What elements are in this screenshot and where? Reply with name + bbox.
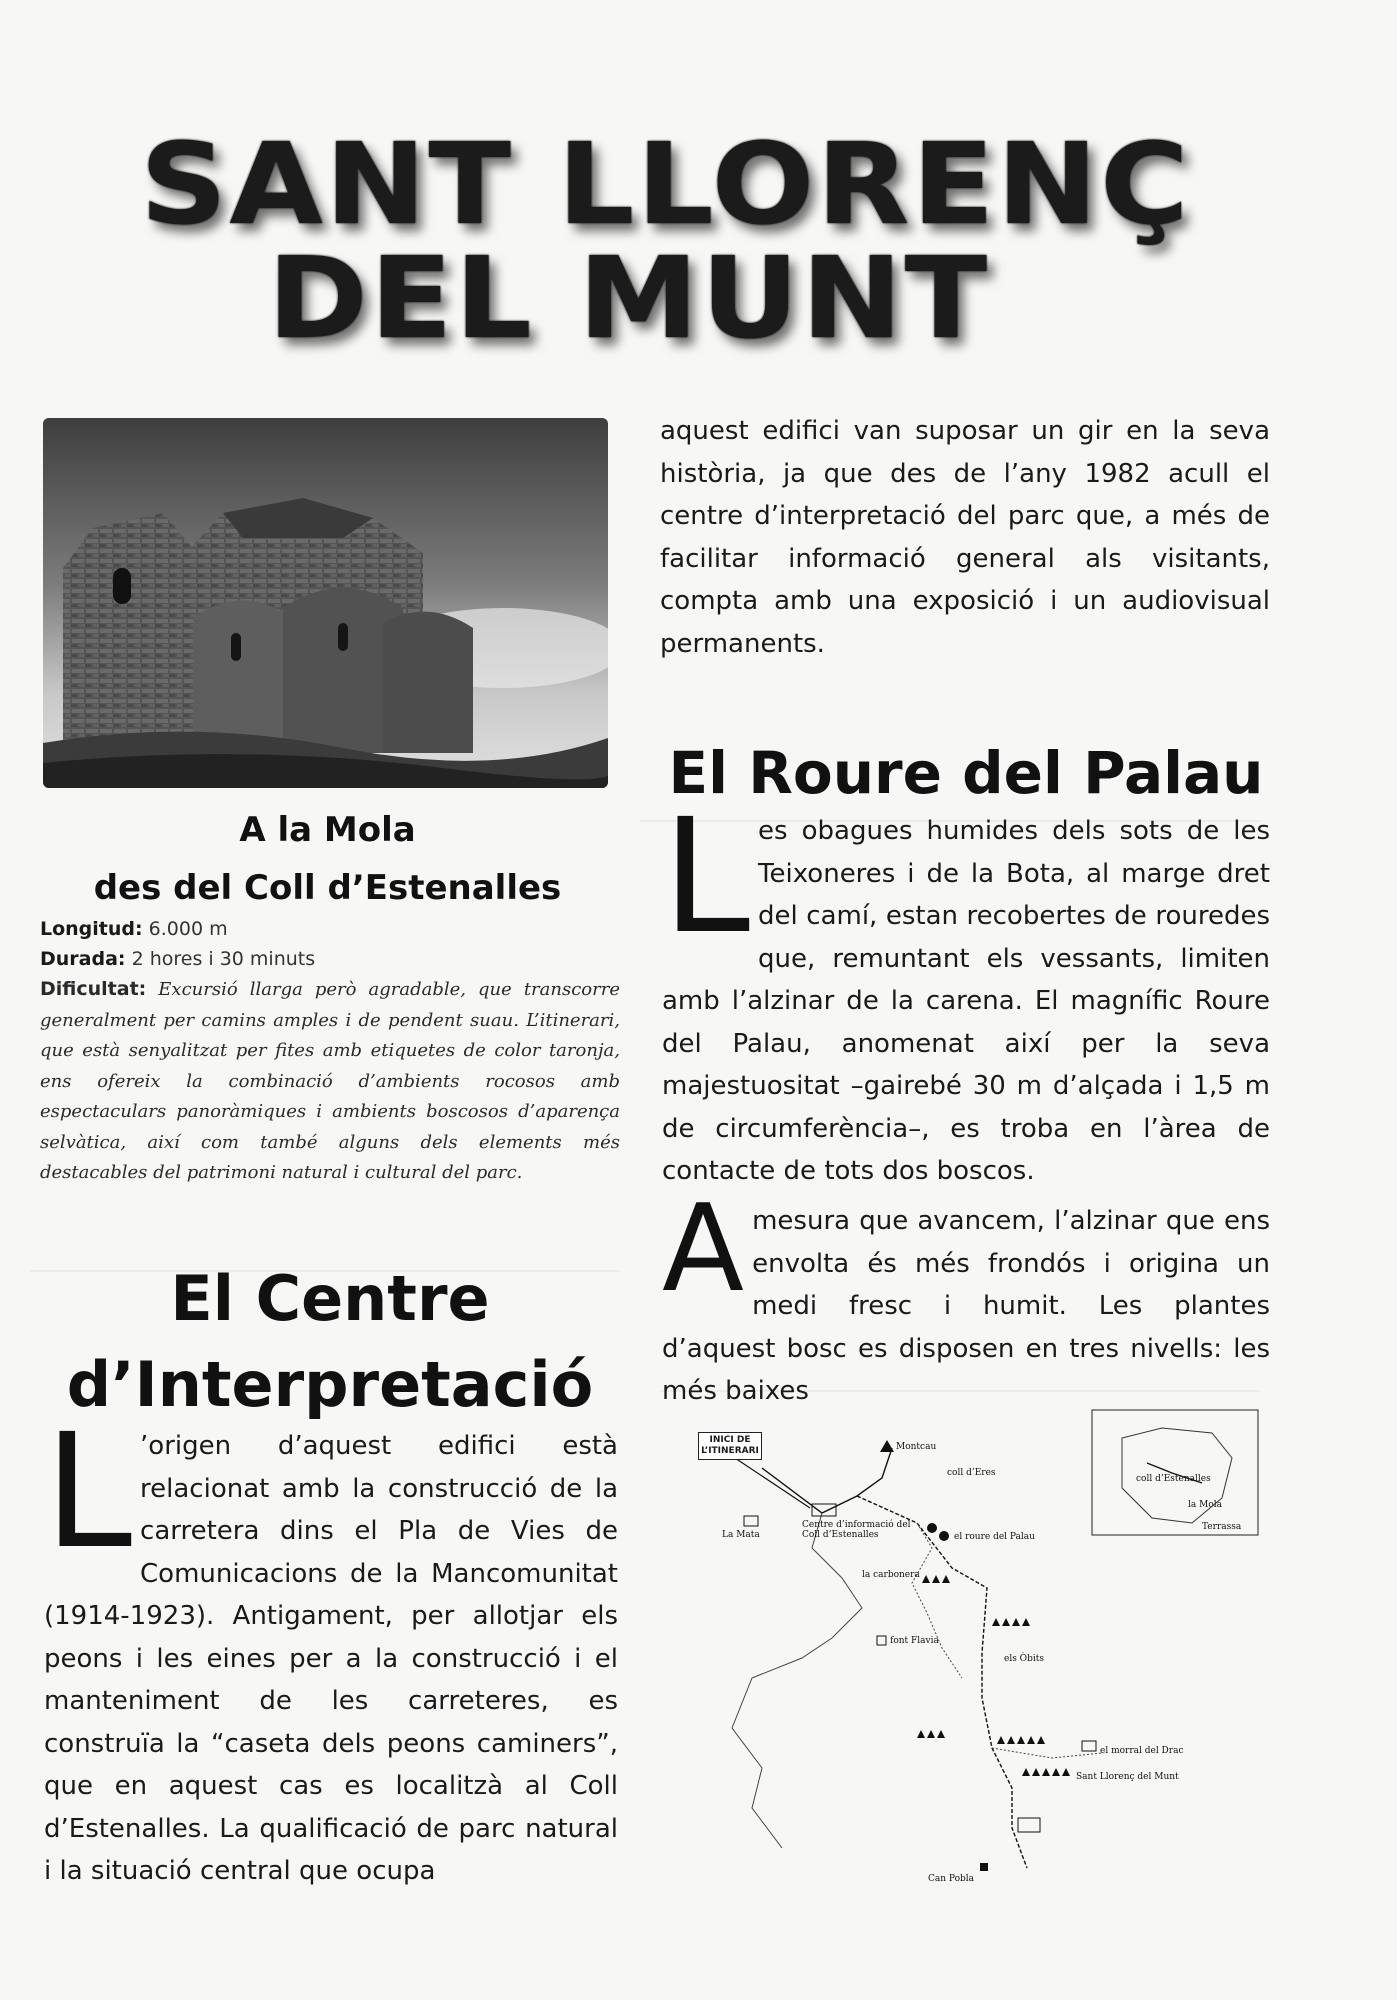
- route-difficulty: [40, 974, 620, 1189]
- roure-text-1: es obagues humides dels sots de les Teixoneres i de la Bota, al marge dret del camí, estan recobertes de rouredes que, remuntant els vessants, limiten amb l’alzinar de la carena. El magnífic Roure del Palau, anomenat així per la seva majestuositat –gairebé 30 m d’alçada i 1,5 m de circumferència–, es troba en l’àrea de contacte de tots dos boscos.: [662, 816, 1270, 1186]
- route-length: [40, 914, 620, 944]
- map-label-font: font Flaviа: [890, 1636, 939, 1646]
- duration-label: Durada:: [40, 948, 126, 970]
- map-label-carbonera: la carbonera: [862, 1570, 920, 1580]
- map-label-centre: Centre d’informació del Coll d’Estenalles: [802, 1520, 911, 1540]
- duration-value: 2 hores i 30 minuts: [131, 948, 316, 970]
- montcau-peak-marker: [880, 1440, 894, 1452]
- route-map: [692, 1408, 1260, 1892]
- map-label-coll-eres: coll d’Eres: [947, 1468, 996, 1478]
- title-line-1: SANT LLORENÇ: [140, 120, 1191, 250]
- roure-dropcap-l: L: [662, 785, 751, 969]
- difficulty-text: Excursió llarga però agradable, que transcorre generalment per camins amples i de pendent suau. L’itinerari, que està senyalitzat per fites amb etiquetes de color taronja, ens ofereix la combinació d’ambients rocosos amb espectaculars panoràmiques i ambients boscosos d’aparença selvàtica, així com també alguns dels elements més destacables del patrimoni natural i cultural del parc.: [40, 979, 620, 1183]
- inset-map-frame: [1092, 1410, 1258, 1535]
- can-pobla-marker: [980, 1863, 988, 1871]
- contour-line: [732, 1513, 862, 1848]
- map-label-sant-llorenc: Sant Llorenç del Munt: [1076, 1772, 1179, 1782]
- roure-body-1: [662, 785, 1270, 1193]
- morral-building: [1082, 1741, 1096, 1751]
- route-heading-line-2: des del Coll d’Estenalles: [93, 868, 562, 908]
- sant-llorenc-building: [1018, 1818, 1040, 1832]
- route-heading-line-1: A la Mola: [239, 810, 416, 850]
- route-line: [762, 1448, 892, 1513]
- la-mata-building: [744, 1516, 758, 1526]
- map-label-can-pobla: Can Pobla: [928, 1874, 975, 1884]
- route-line: [857, 1496, 1027, 1868]
- font-marker: [877, 1636, 886, 1645]
- centre-body: [44, 1400, 618, 1893]
- forest-markers: [917, 1523, 1070, 1776]
- page-title: [140, 120, 1220, 364]
- roure-body-2: [662, 1180, 1270, 1413]
- inset-label-terrassa: Terrassa: [1202, 1522, 1242, 1532]
- roure-dropcap-a: A: [662, 1180, 745, 1319]
- map-label-montcau: Montcau: [896, 1442, 937, 1452]
- path-line: [992, 1748, 1102, 1758]
- centre-continued: aquest edifici van suposar un gir en la seva història, ja que des de l’any 1982 acull el centre d’interpretació del parc que, a més de facilitar informació general als visitants, compta amb una exposició i un audiovisual permanents.: [660, 416, 1270, 659]
- centre-text: ’origen d’aquest edifici està relacionat amb la construcció de la carretera dins el Pla de Vies de Comunicacions de la Mancomunitat (1914-1923). Antigament, per allotjar els peons i les eines per a la construcció i el manteniment de les carreteres, es construïa la “caseta dels peons caminers”, que en aquest cas es localitzà al Coll d’Estenalles. La qualificació de parc natural i la situació central que ocupa: [44, 1431, 618, 1886]
- inset-label-mola: la Mola: [1188, 1500, 1222, 1510]
- roure-heading: El Roure del Palau: [668, 739, 1264, 807]
- inset-label-coll: coll d’Estenalles: [1136, 1474, 1211, 1484]
- map-start-label: INICI DE L’ITINERARI: [698, 1432, 762, 1460]
- difficulty-label: Dificultat:: [40, 978, 147, 1000]
- centre-dropcap: L: [44, 1400, 133, 1584]
- path-line: [912, 1523, 962, 1678]
- title-line-2: DEL MUNT: [267, 234, 990, 364]
- map-label-la-mata: La Mata: [722, 1530, 760, 1540]
- map-label-roure: el roure del Palau: [954, 1532, 1035, 1542]
- map-label-morral: el morral del Drac: [1100, 1746, 1184, 1756]
- centre-heading-line-2: d’Interpretació: [66, 1348, 594, 1421]
- roure-text-2: mesura que avancem, l’alzinar que ens envolta és més frondós i origina un medi fresc i humit. Les plantes d’aquest bosc es disposen en tres nivells: les més baixes: [662, 1206, 1270, 1406]
- monastery-photo: [43, 418, 608, 788]
- length-value: 6.000 m: [148, 918, 228, 940]
- centre-building: [812, 1504, 836, 1516]
- route-info: [40, 914, 620, 1189]
- monastery-illustration: [43, 418, 608, 788]
- map-label-obits: els Òbits: [1004, 1654, 1044, 1664]
- length-label: Longitud:: [40, 918, 143, 940]
- centre-heading-line-1: El Centre: [170, 1262, 490, 1335]
- route-duration: [40, 944, 620, 974]
